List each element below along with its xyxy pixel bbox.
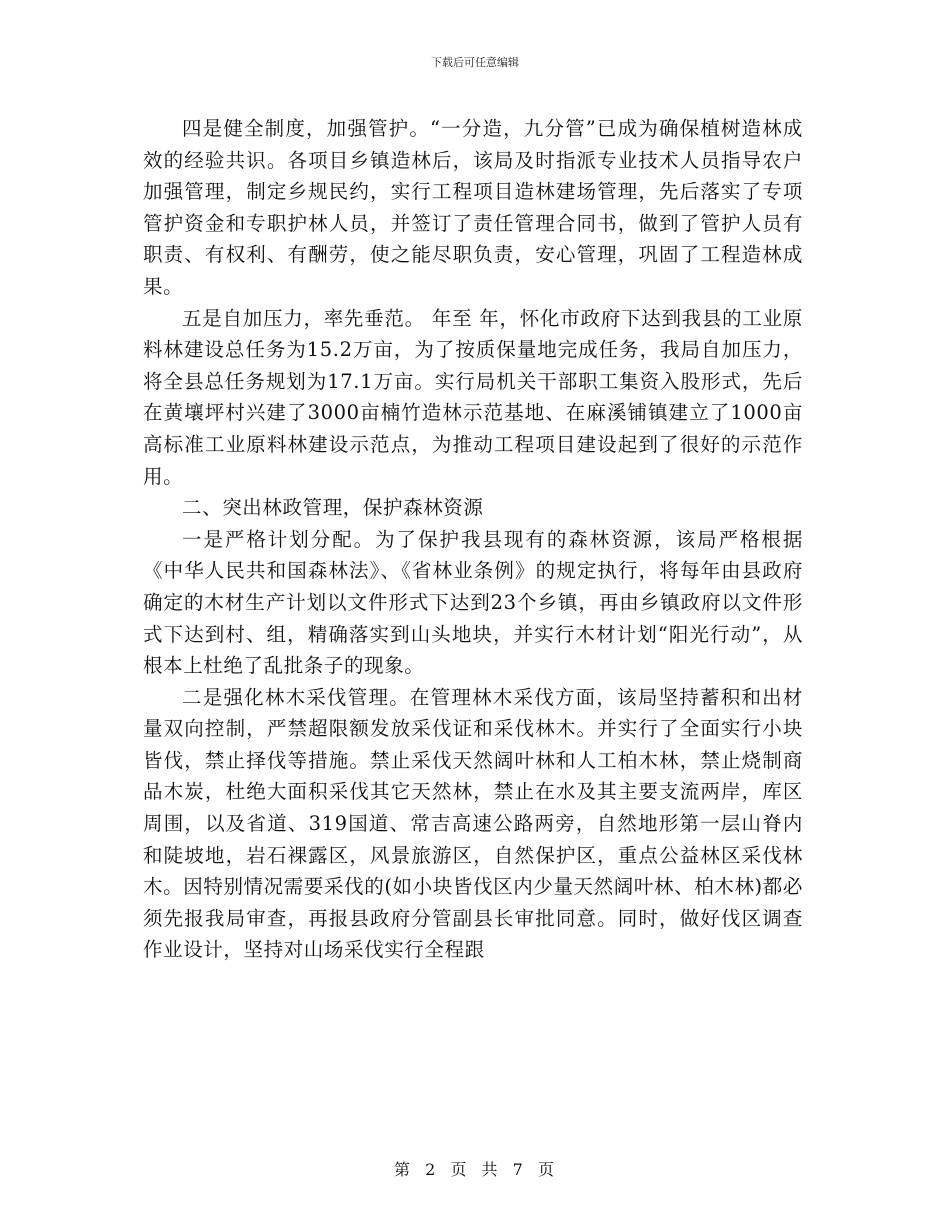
page-footer xyxy=(0,1157,950,1180)
page-header-note: 下载后可任意编辑 xyxy=(431,56,519,69)
footer-total-pages: 7 xyxy=(512,1160,525,1179)
footer-suffix: 页 xyxy=(537,1160,556,1179)
paragraph-3: 一是严格计划分配。为了保护我县现有的森林资源，该局严格根据《中华人民共和国森林法》、《省林业条例》的规定执行，将每年由县政府确定的木材生产计划以文件形式下达到23个乡镇，再由乡镇政府以文件形式下达到村、组，精确落实到山头地块，并实行木材计划“阳光行动”，从根本上杜绝了乱批条子的现象。 xyxy=(143,527,803,678)
footer-mid1: 页 xyxy=(450,1160,469,1179)
footer-mid2: 共 xyxy=(481,1160,500,1179)
footer-prefix: 第 xyxy=(394,1160,413,1179)
paragraph-4: 二是强化林木采伐管理。在管理林木采伐方面，该局坚持蓄积和出材量双向控制，严禁超限额发放采伐证和采伐林木。并实行了全面实行小块皆伐，禁止择伐等措施。禁止采伐天然阔叶林和人工柏木林，禁止烧制商品木炭，杜绝大面积采伐其它天然林，禁止在水及其主要支流两岸，库区周围，以及省道、319国道、常吉高速公路两旁，自然地形第一层山脊内和陡坡地，岩石裸露区，风景旅游区，自然保护区，重点公益林区采伐林木。因特别情况需要采伐的(如小块皆伐区内少量天然阔叶林、柏木林)都必须先报我局审查，再报县政府分管副县长审批同意。同时，做好伐区调查作业设计，坚持对山场采伐实行全程跟 xyxy=(143,685,803,962)
footer-page-number: 2 xyxy=(425,1160,438,1179)
document-body xyxy=(143,113,803,966)
paragraph-2: 五是自加压力，率先垂范。 年至 年，怀化市政府下达到我县的工业原料林建设总任务为15.2万亩，为了按质保量地完成任务，我局自加压力，将全县总任务规划为17.1万亩。实行局机关干部职工集资入股形式，先后在黄壤坪村兴建了3000亩楠竹造林示范基地、在麻溪铺镇建立了1000亩高标准工业原料林建设示范点，为推动工程项目建设起到了很好的示范作用。 xyxy=(143,306,803,488)
section-heading: 二、突出林政管理，保护森林资源 xyxy=(182,496,484,520)
paragraph-1: 四是健全制度，加强管护。“一分造，九分管”已成为确保植树造林成效的经验共识。各项目乡镇造林后，该局及时指派专业技术人员指导农户加强管理，制定乡规民约，实行工程项目造林建场管理，先后落实了专项管护资金和专职护林人员，并签订了责任管理合同书，做到了管护人员有职责、有权利、有酬劳，使之能尽职负责，安心管理，巩固了工程造林成果。 xyxy=(143,117,803,298)
